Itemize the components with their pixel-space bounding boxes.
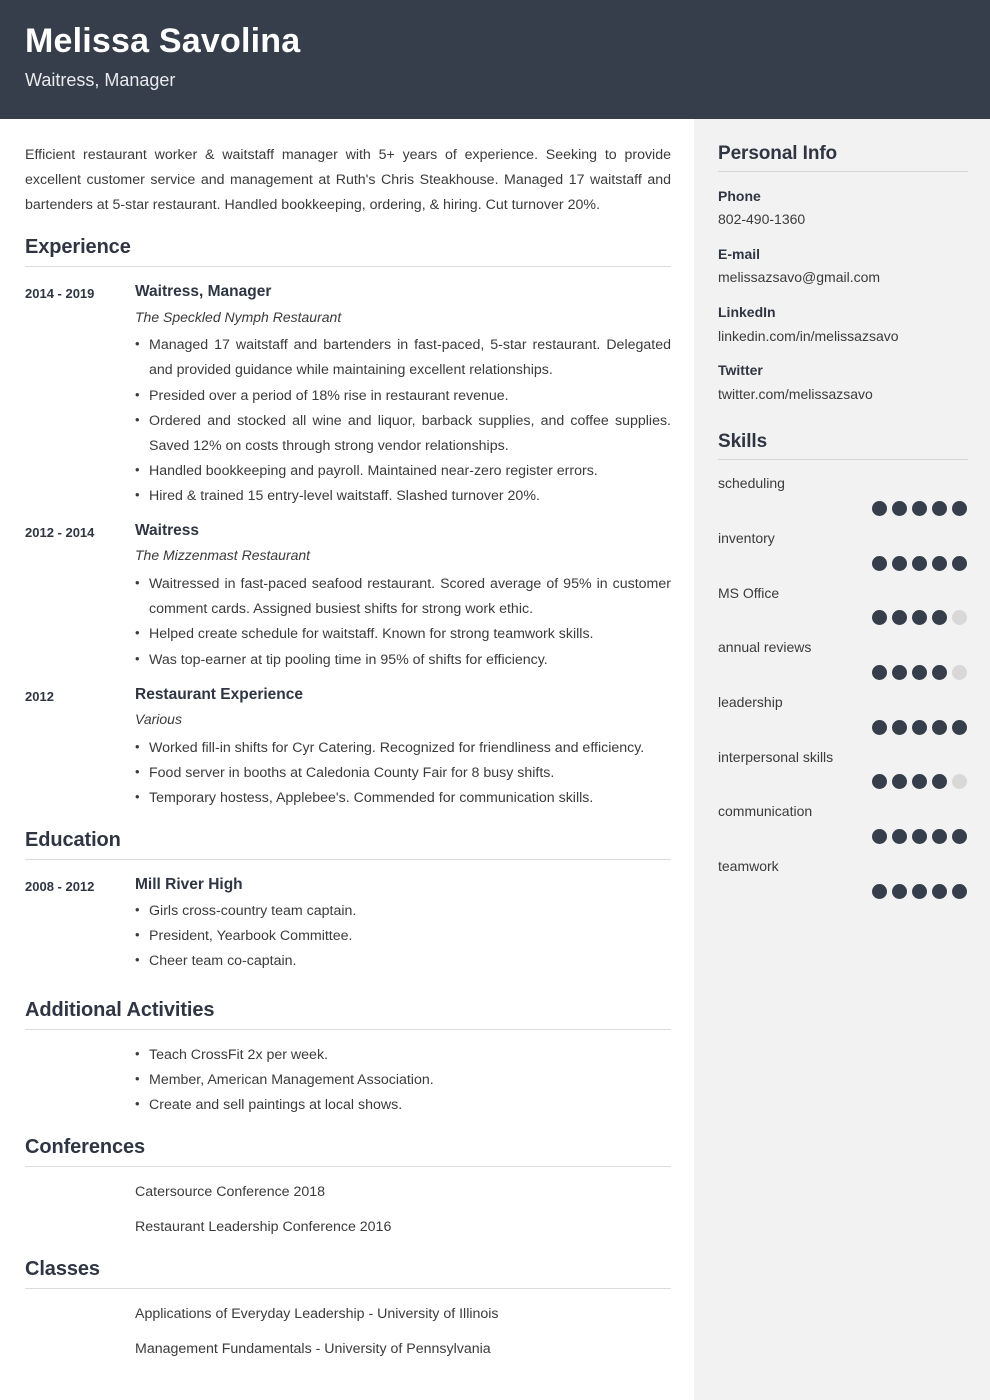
rating-dot-filled xyxy=(892,774,907,789)
experience-entry xyxy=(25,683,671,811)
section-education xyxy=(25,829,671,975)
personal-info-item-phone xyxy=(718,185,968,231)
entry-organization: The Speckled Nymph Restaurant xyxy=(135,308,342,325)
list-item: • Waitressed in fast-paced seafood restaurant. Scored average of 95% in customer comment cards. Assigned busiest shifts for strong work ethic. xyxy=(135,572,671,622)
rating-dot-filled xyxy=(872,720,887,735)
rating-dot-filled xyxy=(952,829,967,844)
conferences-list xyxy=(135,1180,671,1240)
sidebar-section-personal-info xyxy=(718,143,968,405)
info-label: Phone xyxy=(718,188,761,204)
skill-row xyxy=(718,637,968,680)
rating-dot-filled xyxy=(892,556,907,571)
list-item: • Food server in booths at Caledonia County Fair for 8 busy shifts. xyxy=(135,761,671,786)
entry-bullet-list xyxy=(135,736,671,811)
rating-dot-filled xyxy=(932,556,947,571)
list-item: Management Fundamentals - University of Pennsylvania xyxy=(135,1341,491,1358)
skill-rating xyxy=(718,665,968,680)
header-job-title: Waitress, Manager xyxy=(25,70,176,91)
list-item: • Cheer team co-captain. xyxy=(135,949,671,974)
skill-name: leadership xyxy=(718,694,783,711)
skill-name: inventory xyxy=(718,530,775,546)
skill-rating xyxy=(718,610,968,625)
rating-dot-filled xyxy=(892,829,907,844)
rating-dot-filled xyxy=(912,556,927,571)
list-item: Restaurant Leadership Conference 2016 xyxy=(135,1219,392,1236)
entry-date: 2012 - 2014 xyxy=(25,525,95,541)
rating-dot-filled xyxy=(872,556,887,571)
skill-name: communication xyxy=(718,803,813,820)
rating-dot-filled xyxy=(952,884,967,899)
skill-name: annual reviews xyxy=(718,639,812,656)
section-heading-classes: Classes xyxy=(25,1258,671,1289)
resume-header xyxy=(0,0,990,119)
sidebar xyxy=(694,119,990,1400)
classes-list xyxy=(135,1302,671,1362)
rating-dot-filled xyxy=(912,501,927,516)
skill-row xyxy=(718,528,968,571)
section-conferences xyxy=(25,1136,671,1240)
personal-info-item-linkedin xyxy=(718,301,968,347)
rating-dot-empty xyxy=(952,610,967,625)
skill-rating xyxy=(718,556,968,571)
rating-dot-empty xyxy=(952,665,967,680)
list-item: • Handled bookkeeping and payroll. Maintained near-zero register errors. xyxy=(135,459,671,484)
rating-dot-filled xyxy=(912,720,927,735)
entry-body xyxy=(135,683,671,811)
rating-dot-filled xyxy=(892,665,907,680)
skill-name: scheduling xyxy=(718,475,785,492)
skill-row xyxy=(718,801,968,844)
rating-dot-filled xyxy=(932,774,947,789)
personal-info-item-email xyxy=(718,243,968,289)
rating-dot-filled xyxy=(872,665,887,680)
list-item: • Create and sell paintings at local shows. xyxy=(135,1093,671,1118)
entry-organization: Various xyxy=(135,710,182,727)
entry-organization: The Mizzenmast Restaurant xyxy=(135,547,311,564)
sidebar-section-skills xyxy=(718,431,968,899)
conferences-body xyxy=(25,1180,671,1240)
sidebar-heading-personal-info: Personal Info xyxy=(718,143,968,172)
entry-bullet-list xyxy=(135,333,671,509)
rating-dot-filled xyxy=(892,884,907,899)
rating-dot-filled xyxy=(952,556,967,571)
list-item: • Temporary hostess, Applebee's. Commended for communication skills. xyxy=(135,786,671,811)
info-label: E-mail xyxy=(718,246,761,263)
entry-date: 2008 - 2012 xyxy=(25,878,95,894)
rating-dot-filled xyxy=(912,774,927,789)
section-experience xyxy=(25,236,671,811)
entry-school: Mill River High xyxy=(135,875,243,893)
rating-dot-filled xyxy=(932,665,947,680)
rating-dot-filled xyxy=(912,665,927,680)
list-item: • President, Yearbook Committee. xyxy=(135,924,671,949)
skill-rating xyxy=(718,720,968,735)
summary-paragraph: Efficient restaurant worker & waitstaff manager with 5+ years of experience. Seeking to provide excellent customer service and management at Ruth's Chris Steakhouse. Managed 17 waitstaff and bartenders at 5-star restaurant. Handled bookkeeping, ordering, & hiring. Cut turnover 20%. xyxy=(25,147,671,214)
section-additional-activities xyxy=(25,999,671,1118)
rating-dot-filled xyxy=(912,829,927,844)
skill-row xyxy=(718,856,968,899)
info-label: LinkedIn xyxy=(718,304,776,321)
rating-dot-filled xyxy=(932,501,947,516)
entry-role: Restaurant Experience xyxy=(135,685,303,703)
rating-dot-filled xyxy=(872,501,887,516)
entry-body xyxy=(135,280,671,509)
section-heading-additional-activities: Additional Activities xyxy=(25,999,671,1030)
skill-row xyxy=(718,473,968,516)
skill-name: teamwork xyxy=(718,858,779,875)
skill-name: MS Office xyxy=(718,584,780,601)
list-item: • Hired & trained 15 entry-level waitstaff. Slashed turnover 20%. xyxy=(135,484,671,509)
rating-dot-filled xyxy=(912,884,927,899)
rating-dot-empty xyxy=(952,774,967,789)
education-entry xyxy=(25,873,671,975)
skill-rating xyxy=(718,501,968,516)
entry-date: 2014 - 2019 xyxy=(25,286,95,302)
list-item: • Worked fill-in shifts for Cyr Catering. Recognized for friendliness and efficiency. xyxy=(135,736,671,761)
entry-role: Waitress xyxy=(135,522,200,540)
rating-dot-filled xyxy=(952,720,967,735)
section-classes xyxy=(25,1258,671,1362)
rating-dot-filled xyxy=(872,884,887,899)
skill-row xyxy=(718,583,968,626)
info-value[interactable]: linkedin.com/in/melissazsavo xyxy=(718,327,899,344)
info-value[interactable]: 802-490-1360 xyxy=(718,211,806,228)
rating-dot-filled xyxy=(932,829,947,844)
rating-dot-filled xyxy=(892,501,907,516)
section-heading-conferences: Conferences xyxy=(25,1136,671,1167)
skill-rating xyxy=(718,774,968,789)
activities-body xyxy=(25,1043,671,1118)
list-item: • Helped create schedule for waitstaff. Known for strong teamwork skills. xyxy=(135,622,671,647)
skill-rating xyxy=(718,884,968,899)
skills-list xyxy=(718,473,968,899)
rating-dot-filled xyxy=(872,774,887,789)
rating-dot-filled xyxy=(932,884,947,899)
section-heading-experience: Experience xyxy=(25,236,671,267)
entry-body xyxy=(135,873,671,975)
info-label: Twitter xyxy=(718,362,763,379)
list-item: • Teach CrossFit 2x per week. xyxy=(135,1043,671,1068)
section-heading-education: Education xyxy=(25,829,671,860)
entry-date: 2012 xyxy=(25,688,54,704)
experience-entry xyxy=(25,280,671,509)
entry-bullet-list xyxy=(135,572,671,673)
personal-info-item-twitter xyxy=(718,359,968,405)
entry-body xyxy=(135,519,671,672)
rating-dot-filled xyxy=(932,720,947,735)
entry-bullet-list xyxy=(135,899,671,974)
main-column xyxy=(0,119,694,1400)
activities-bullet-list xyxy=(135,1043,671,1118)
skill-row xyxy=(718,747,968,790)
list-item: • Member, American Management Association. xyxy=(135,1068,671,1093)
list-item: • Girls cross-country team captain. xyxy=(135,899,671,924)
skill-row xyxy=(718,692,968,735)
list-item: • Ordered and stocked all wine and liquor, barback supplies, and coffee supplies. Saved 12% on costs through strong vendor relationships. xyxy=(135,409,671,459)
rating-dot-filled xyxy=(872,829,887,844)
page-title: Melissa Savolina xyxy=(25,22,301,60)
rating-dot-filled xyxy=(952,501,967,516)
list-item: Applications of Everyday Leadership - University of Illinois xyxy=(135,1306,499,1323)
skill-name: interpersonal skills xyxy=(718,748,834,765)
rating-dot-filled xyxy=(932,610,947,625)
rating-dot-filled xyxy=(892,720,907,735)
list-item: • Managed 17 waitstaff and bartenders in fast-paced, 5-star restaurant. Delegated and provided guidance while maintaining excellent relationships. xyxy=(135,333,671,383)
info-value[interactable]: melissazsavo@gmail.com xyxy=(718,269,881,286)
experience-entry xyxy=(25,519,671,672)
rating-dot-filled xyxy=(912,610,927,625)
rating-dot-filled xyxy=(892,610,907,625)
classes-body xyxy=(25,1302,671,1362)
list-item: • Presided over a period of 18% rise in restaurant revenue. xyxy=(135,384,671,409)
entry-role: Waitress, Manager xyxy=(135,283,272,301)
list-item: Catersource Conference 2018 xyxy=(135,1183,326,1200)
rating-dot-filled xyxy=(872,610,887,625)
sidebar-heading-skills: Skills xyxy=(718,431,968,460)
skill-rating xyxy=(718,829,968,844)
resume-body xyxy=(0,119,990,1400)
info-value[interactable]: twitter.com/melissazsavo xyxy=(718,385,873,402)
list-item: • Was top-earner at tip pooling time in 95% of shifts for efficiency. xyxy=(135,648,671,673)
